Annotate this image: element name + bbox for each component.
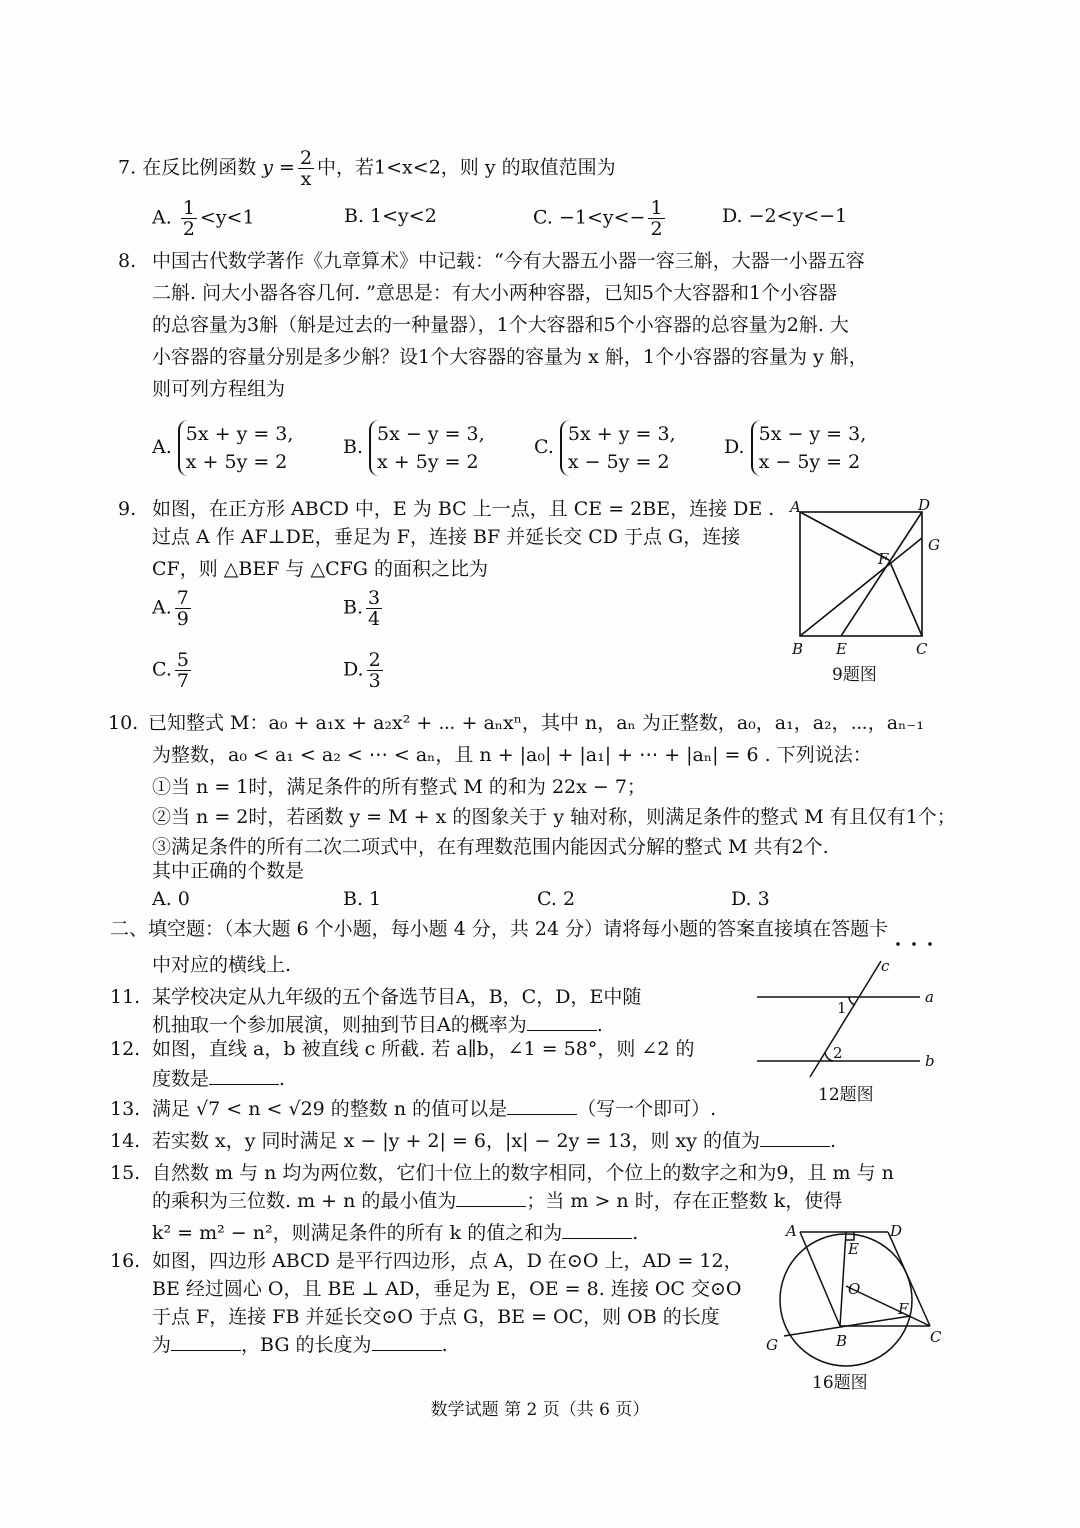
- q16-line-4: [152, 1330, 448, 1360]
- q8-option-d: [724, 420, 866, 476]
- q8-option-a: [152, 420, 293, 476]
- q16-answer-blank-2[interactable]: [372, 1332, 442, 1351]
- q16-label-b: B: [836, 1332, 848, 1350]
- q8-line-2: 二斛. 问大小器各容几何. ”意思是：有大小两种容器，已知5个大容器和1个小容器: [152, 282, 838, 304]
- q8-b-eq1: 5x − y = 3,: [377, 423, 485, 445]
- q12-caption: 12题图: [818, 1085, 874, 1105]
- q14-text: [152, 1126, 836, 1156]
- q7-c-num: 1: [650, 197, 663, 219]
- q10-option-d: D. 3: [731, 888, 770, 910]
- q9-line-2: 过点 A 作 AF⊥DE，垂足为 F，连接 BF 并延长交 CD 于点 G，连接: [152, 526, 741, 548]
- q9-c-num: 5: [176, 649, 189, 671]
- q12-label-1: 1: [837, 999, 847, 1017]
- q9-b-den: 4: [368, 608, 381, 630]
- q12-number: 12.: [110, 1038, 141, 1060]
- q12-answer-blank[interactable]: [209, 1066, 279, 1085]
- q16-answer-blank-1[interactable]: [171, 1332, 241, 1351]
- q12-line-1: 如图，直线 a，b 被直线 c 所截. 若 a∥b，∠1 = 58°，则 ∠2 的: [152, 1038, 695, 1060]
- section-2-heading: 二、填空题：（本大题 6 个小题，每小题 4 分，共 24 分）请将每小题的答案直接填在答题卡: [110, 918, 889, 940]
- q8-line-1: 中国古代数学著作《九章算术》中记载：“今有大器五小器一容三斛，大器一小器五容: [152, 250, 865, 272]
- q8-option-b: [343, 420, 485, 476]
- question-7: [118, 148, 616, 189]
- q9-option-c: [152, 650, 194, 691]
- q15-answer-blank-1[interactable]: [456, 1188, 526, 1207]
- q12-figure: [755, 955, 945, 1080]
- q9-d-num: 2: [368, 649, 381, 671]
- q8-line-4: 小容器的容量分别是多少斛？设1个大容器的容量为 x 斛，1个小容器的容量为 y 斛，: [152, 346, 868, 368]
- page-footer: 数学试题 第 2 页（共 6 页）: [430, 1400, 650, 1420]
- q12-period: .: [279, 1068, 286, 1090]
- q8-a-eq1: 5x + y = 3,: [185, 423, 294, 445]
- q7-a-num: 1: [182, 197, 195, 219]
- q15-period: .: [632, 1222, 639, 1244]
- q16-line-4-pre: 为: [152, 1334, 172, 1356]
- q10-number: 10.: [108, 712, 139, 734]
- q7-stem-pre: 在反比例函数: [142, 156, 257, 179]
- q16-caption: 16题图: [812, 1373, 868, 1393]
- q7-number: 7.: [118, 156, 137, 179]
- q16-line-dc: [888, 1232, 930, 1326]
- q11-line-2-text: 机抽取一个参加展演，则抽到节目A的概率为: [152, 1014, 527, 1036]
- q7-frac-num: 2: [299, 147, 313, 169]
- q16-label-d: D: [890, 1222, 903, 1240]
- q10-option-a: A. 0: [152, 888, 190, 910]
- q9-a-num: 7: [176, 587, 189, 609]
- q11-answer-blank[interactable]: [527, 1012, 597, 1031]
- q7-frac-den: x: [300, 168, 312, 190]
- q11-number: 11.: [110, 986, 141, 1008]
- q7-a-den: 2: [182, 218, 195, 240]
- q16-figure: [762, 1218, 962, 1368]
- q8-a-eq2: x + 5y = 2: [185, 451, 288, 473]
- q16-line-3: 于点 F，连接 FB 并延长交⊙O 于点 G，BE = OC，则 OB 的长度: [152, 1306, 720, 1328]
- q16-line-2: BE 经过圆心 O，且 BE ⊥ AD，垂足为 E，OE = 8. 连接 OC 交⊙O: [152, 1278, 742, 1300]
- q8-c-eq1: 5x + y = 3,: [567, 423, 676, 445]
- q14-text-pre: 若实数 x，y 同时满足 x − |y + 2| = 6，|x| − 2y = 13，则 xy 的值为: [152, 1130, 761, 1152]
- q16-label-f: F: [898, 1300, 909, 1318]
- q12-label-2: 2: [833, 1044, 843, 1062]
- q16-label-a: A: [786, 1222, 797, 1240]
- q8-d-label: D.: [724, 436, 745, 458]
- q10-line-1: 已知整式 M：a₀ + a₁x + a₂x² + ⋯ + aₙxⁿ，其中 n，aₙ 为正整数，a₀，a₁，a₂，⋯，aₙ₋₁: [148, 712, 924, 734]
- q10-line-5: ③满足条件的所有二次二项式中，在有理数范围内能因式分解的整式 M 共有2个.: [152, 836, 829, 858]
- q13-text-post: （写一个即可）.: [577, 1098, 717, 1120]
- q15-line-2: [152, 1186, 842, 1216]
- q10-line-3: ①当 n = 1时，满足条件的所有整式 M 的和为 22x − 7；: [152, 776, 646, 798]
- q13-answer-blank[interactable]: [507, 1096, 577, 1115]
- q8-line-3: 的总容量为3斛（斛是过去的一种量器），1个大容器和5个小容器的总容量为2斛. 大: [152, 314, 849, 336]
- q8-c-label: C.: [534, 436, 554, 458]
- q12-line-c: [810, 961, 881, 1077]
- q9-a-den: 9: [176, 608, 189, 630]
- q16-period: .: [441, 1334, 448, 1356]
- q16-label-e: E: [848, 1240, 859, 1258]
- q9-line-af: [800, 512, 889, 560]
- q7-option-c: [533, 198, 668, 239]
- q10-option-b: B. 1: [343, 888, 382, 910]
- q15-line-2-post: ；当 m > n 时，存在正整数 k，使得: [526, 1190, 843, 1212]
- q9-d-den: 3: [368, 670, 381, 692]
- q13-number: 13.: [110, 1098, 141, 1120]
- q8-d-eq1: 5x − y = 3,: [758, 423, 867, 445]
- q13-text: [152, 1094, 716, 1124]
- q8-b-label: B.: [343, 436, 364, 458]
- q8-option-c: [534, 420, 676, 476]
- q9-label-e: E: [836, 640, 847, 658]
- q7-a-tail: <y<1: [199, 206, 255, 229]
- q14-answer-blank[interactable]: [760, 1128, 830, 1147]
- q9-label-c: C: [916, 640, 928, 658]
- q12-line-2: [152, 1064, 285, 1094]
- q7-fraction: [298, 148, 314, 189]
- q8-b-eq2: x + 5y = 2: [377, 451, 479, 473]
- q8-a-label: A.: [152, 436, 172, 458]
- q10-line-6: 其中正确的个数是: [152, 860, 305, 882]
- q15-line-2-pre: 的乘积为三位数. m + n 的最小值为: [152, 1190, 457, 1212]
- q8-d-eq2: x − 5y = 2: [758, 451, 861, 473]
- q10-option-c: C. 2: [537, 888, 576, 910]
- q9-option-a: [152, 588, 194, 629]
- q11-line-1: 某学校决定从九年级的五个备选节目A，B，C，D，E中随: [152, 986, 642, 1008]
- q9-b-num: 3: [368, 587, 381, 609]
- q9-option-b: [343, 588, 385, 629]
- q16-line-1: 如图，四边形 ABCD 是平行四边形，点 A，D 在⊙O 上，AD = 12，: [152, 1250, 743, 1272]
- q9-figure: [786, 496, 956, 660]
- q15-line-3: [152, 1218, 638, 1248]
- q13-text-pre: 满足 √7 < n < √29 的整数 n 的值可以是: [152, 1098, 508, 1120]
- q16-label-o: O: [848, 1280, 861, 1298]
- q9-line-bg: [800, 538, 922, 636]
- q7-a-label: A.: [152, 206, 172, 229]
- q15-answer-blank-2[interactable]: [562, 1220, 632, 1239]
- q9-caption: 9题图: [832, 665, 877, 685]
- q7-func: y =: [262, 156, 295, 179]
- q9-c-den: 7: [176, 670, 189, 692]
- q9-label-f: F: [878, 550, 889, 568]
- q16-right-angle: [846, 1232, 854, 1240]
- q14-period: .: [830, 1130, 837, 1152]
- q9-line-3: CF，则 △BEF 与 △CFG 的面积之比为: [152, 558, 489, 580]
- q12-line-2-text: 度数是: [152, 1068, 210, 1090]
- q15-line-1: 自然数 m 与 n 均为两位数，它们十位上的数字相同，个位上的数字之和为9，且 m 与 n: [152, 1162, 894, 1184]
- q7-c-den: 2: [650, 218, 663, 240]
- q12-angle-2-arc: [825, 1052, 833, 1061]
- q16-line-4-mid: ，BG 的长度为: [241, 1334, 372, 1356]
- q16-label-g: G: [766, 1336, 778, 1354]
- q9-option-d: [343, 650, 386, 691]
- q7-option-d: D. −2<y<−1: [722, 205, 848, 227]
- q9-b-label: B.: [343, 596, 364, 619]
- q8-number: 8.: [118, 250, 137, 272]
- section-2-line-2: 中对应的横线上.: [152, 954, 292, 976]
- q9-d-label: D.: [343, 658, 364, 681]
- q9-number: 9.: [118, 498, 137, 520]
- q7-option-b: B. 1<y<2: [344, 205, 437, 227]
- q10-line-4: ②当 n = 2时，若函数 y = M + x 的图象关于 y 轴对称，则满足条件的整式 M 有且仅有1个；: [152, 806, 956, 828]
- q9-label-g: G: [928, 536, 940, 554]
- q16-line-ab: [800, 1232, 840, 1326]
- q7-c-label: C. −1<y<−: [533, 206, 646, 229]
- q9-label-d: D: [918, 496, 931, 514]
- q12-label-a: a: [925, 988, 934, 1006]
- q10-line-2: 为整数，a₀ < a₁ < a₂ < ⋯ < aₙ，且 n + |a₀| + |a₁| + ⋯ + |aₙ| = 6 . 下列说法：: [152, 744, 872, 766]
- q12-label-c: c: [881, 957, 890, 975]
- q15-line-3-pre: k² = m² − n²，则满足条件的所有 k 的值之和为: [152, 1222, 563, 1244]
- q16-number: 16.: [110, 1250, 141, 1272]
- q9-line-1: 如图，在正方形 ABCD 中，E 为 BC 上一点，且 CE = 2BE，连接 DE .: [152, 498, 775, 520]
- q9-line-de: [841, 512, 922, 636]
- q12-label-b: b: [925, 1052, 935, 1070]
- q14-number: 14.: [110, 1130, 141, 1152]
- q8-c-eq2: x − 5y = 2: [567, 451, 670, 473]
- q8-line-5: 则可列方程组为: [152, 378, 286, 400]
- q9-c-label: C.: [152, 658, 172, 681]
- emphasis-dots: [890, 940, 940, 948]
- q9-a-label: A.: [152, 596, 172, 619]
- q11-period: .: [596, 1014, 603, 1036]
- q9-label-b: B: [792, 640, 804, 658]
- q7-stem-post: 中，若1<x<2，则 y 的取值范围为: [317, 156, 616, 179]
- q9-label-a: A: [790, 498, 801, 516]
- q9-square: [800, 512, 922, 636]
- q9-line-cf: [889, 560, 922, 636]
- q7-option-a: [152, 198, 255, 239]
- q15-number: 15.: [110, 1162, 141, 1184]
- q16-label-c: C: [930, 1328, 942, 1346]
- q16-line-be: [840, 1232, 846, 1326]
